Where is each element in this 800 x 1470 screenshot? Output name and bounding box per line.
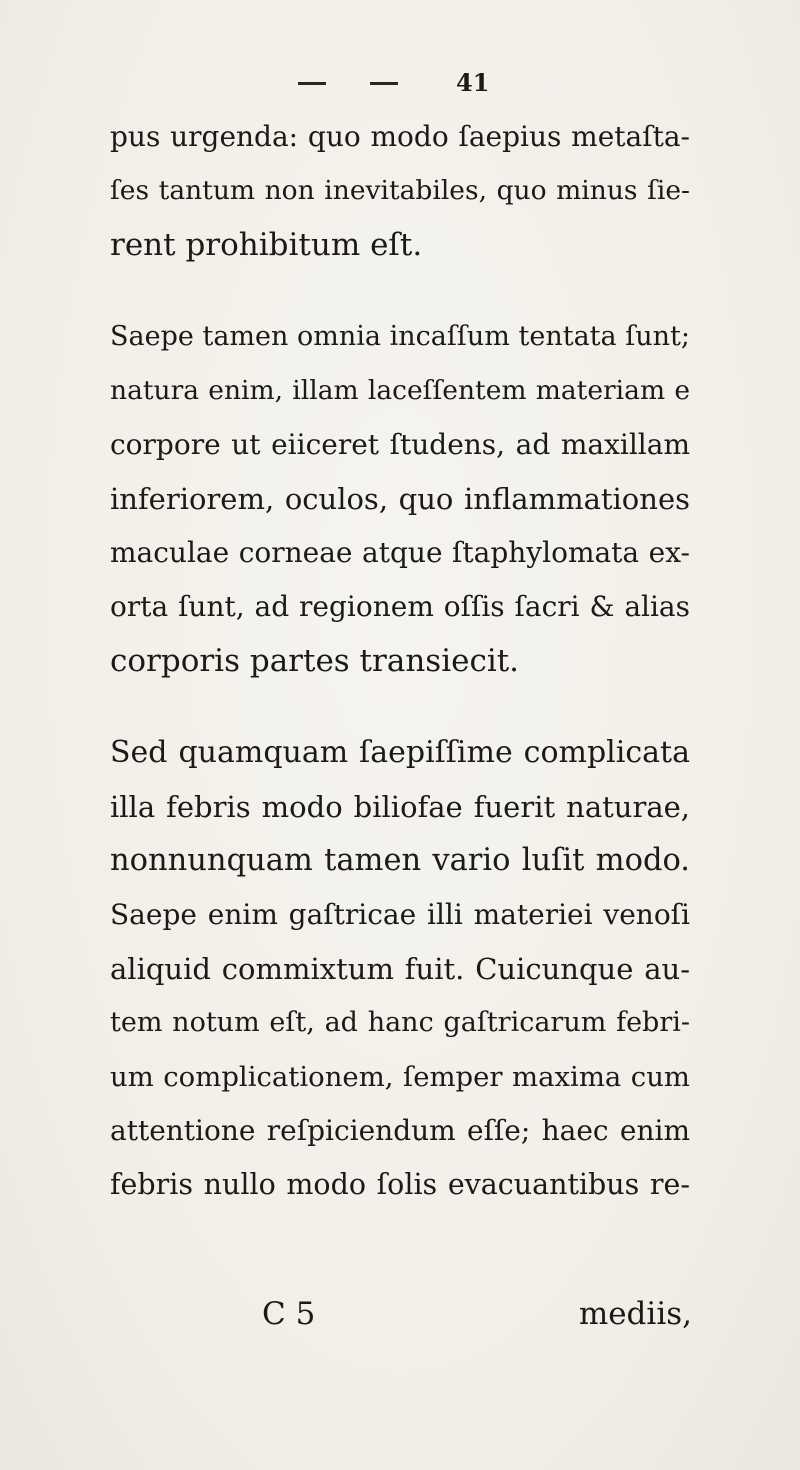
signature-mark: C 5 xyxy=(262,1296,316,1332)
text-line: pus urgenda: quo modo ſaepius metaſta- xyxy=(110,120,690,153)
text-line: attentione reſpiciendum eſſe; haec enim xyxy=(110,1114,690,1147)
header-dash-left xyxy=(298,82,326,85)
text-line: maculae corneae atque ſtaphylomata ex- xyxy=(110,536,690,569)
catchword: mediis, xyxy=(578,1296,692,1332)
text-line: corpore ut eiiceret ſtudens, ad maxillam xyxy=(110,428,690,461)
text-line: illa febris modo biliofae fuerit naturae, xyxy=(110,790,690,824)
page-number: 41 xyxy=(456,68,490,97)
body-text xyxy=(110,110,690,1212)
text-line: Sed quamquam ſaepiſſime complicata xyxy=(110,735,690,770)
text-line: um complicationem, ſemper maxima cum xyxy=(110,1061,690,1093)
text-line: aliquid commixtum fuit. Cuicunque au- xyxy=(110,952,690,986)
text-line: rent prohibitum eſt. xyxy=(110,227,423,263)
page-footer xyxy=(110,1287,690,1341)
text-line: tem notum eſt, ad hanc gaſtricarum febri- xyxy=(110,1007,690,1038)
text-line: ſes tantum non inevitabiles, quo minus ſie- xyxy=(110,175,690,206)
text-line: corporis partes transiecit. xyxy=(110,643,520,679)
text-line: nonnunquam tamen vario luſit modo. xyxy=(110,843,690,878)
header-dash-right xyxy=(370,82,398,85)
paragraph-2 xyxy=(110,310,690,688)
text-line: Saepe tamen omnia incaſſum tentata ſunt; xyxy=(110,321,690,352)
text-line: inferiorem, oculos, quo inflammationes xyxy=(110,482,690,516)
paragraph-3 xyxy=(110,726,690,1212)
paragraph-1 xyxy=(110,110,690,272)
text-line: natura enim, illam laceſſentem materiam e xyxy=(110,375,690,406)
running-header xyxy=(0,62,800,102)
text-line: febris nullo modo ſolis evacuantibus re- xyxy=(110,1168,690,1201)
text-line: orta ſunt, ad regionem oſſis ſacri & alias xyxy=(110,590,690,623)
text-line: Saepe enim gaſtricae illi materiei venoſi xyxy=(110,898,690,931)
